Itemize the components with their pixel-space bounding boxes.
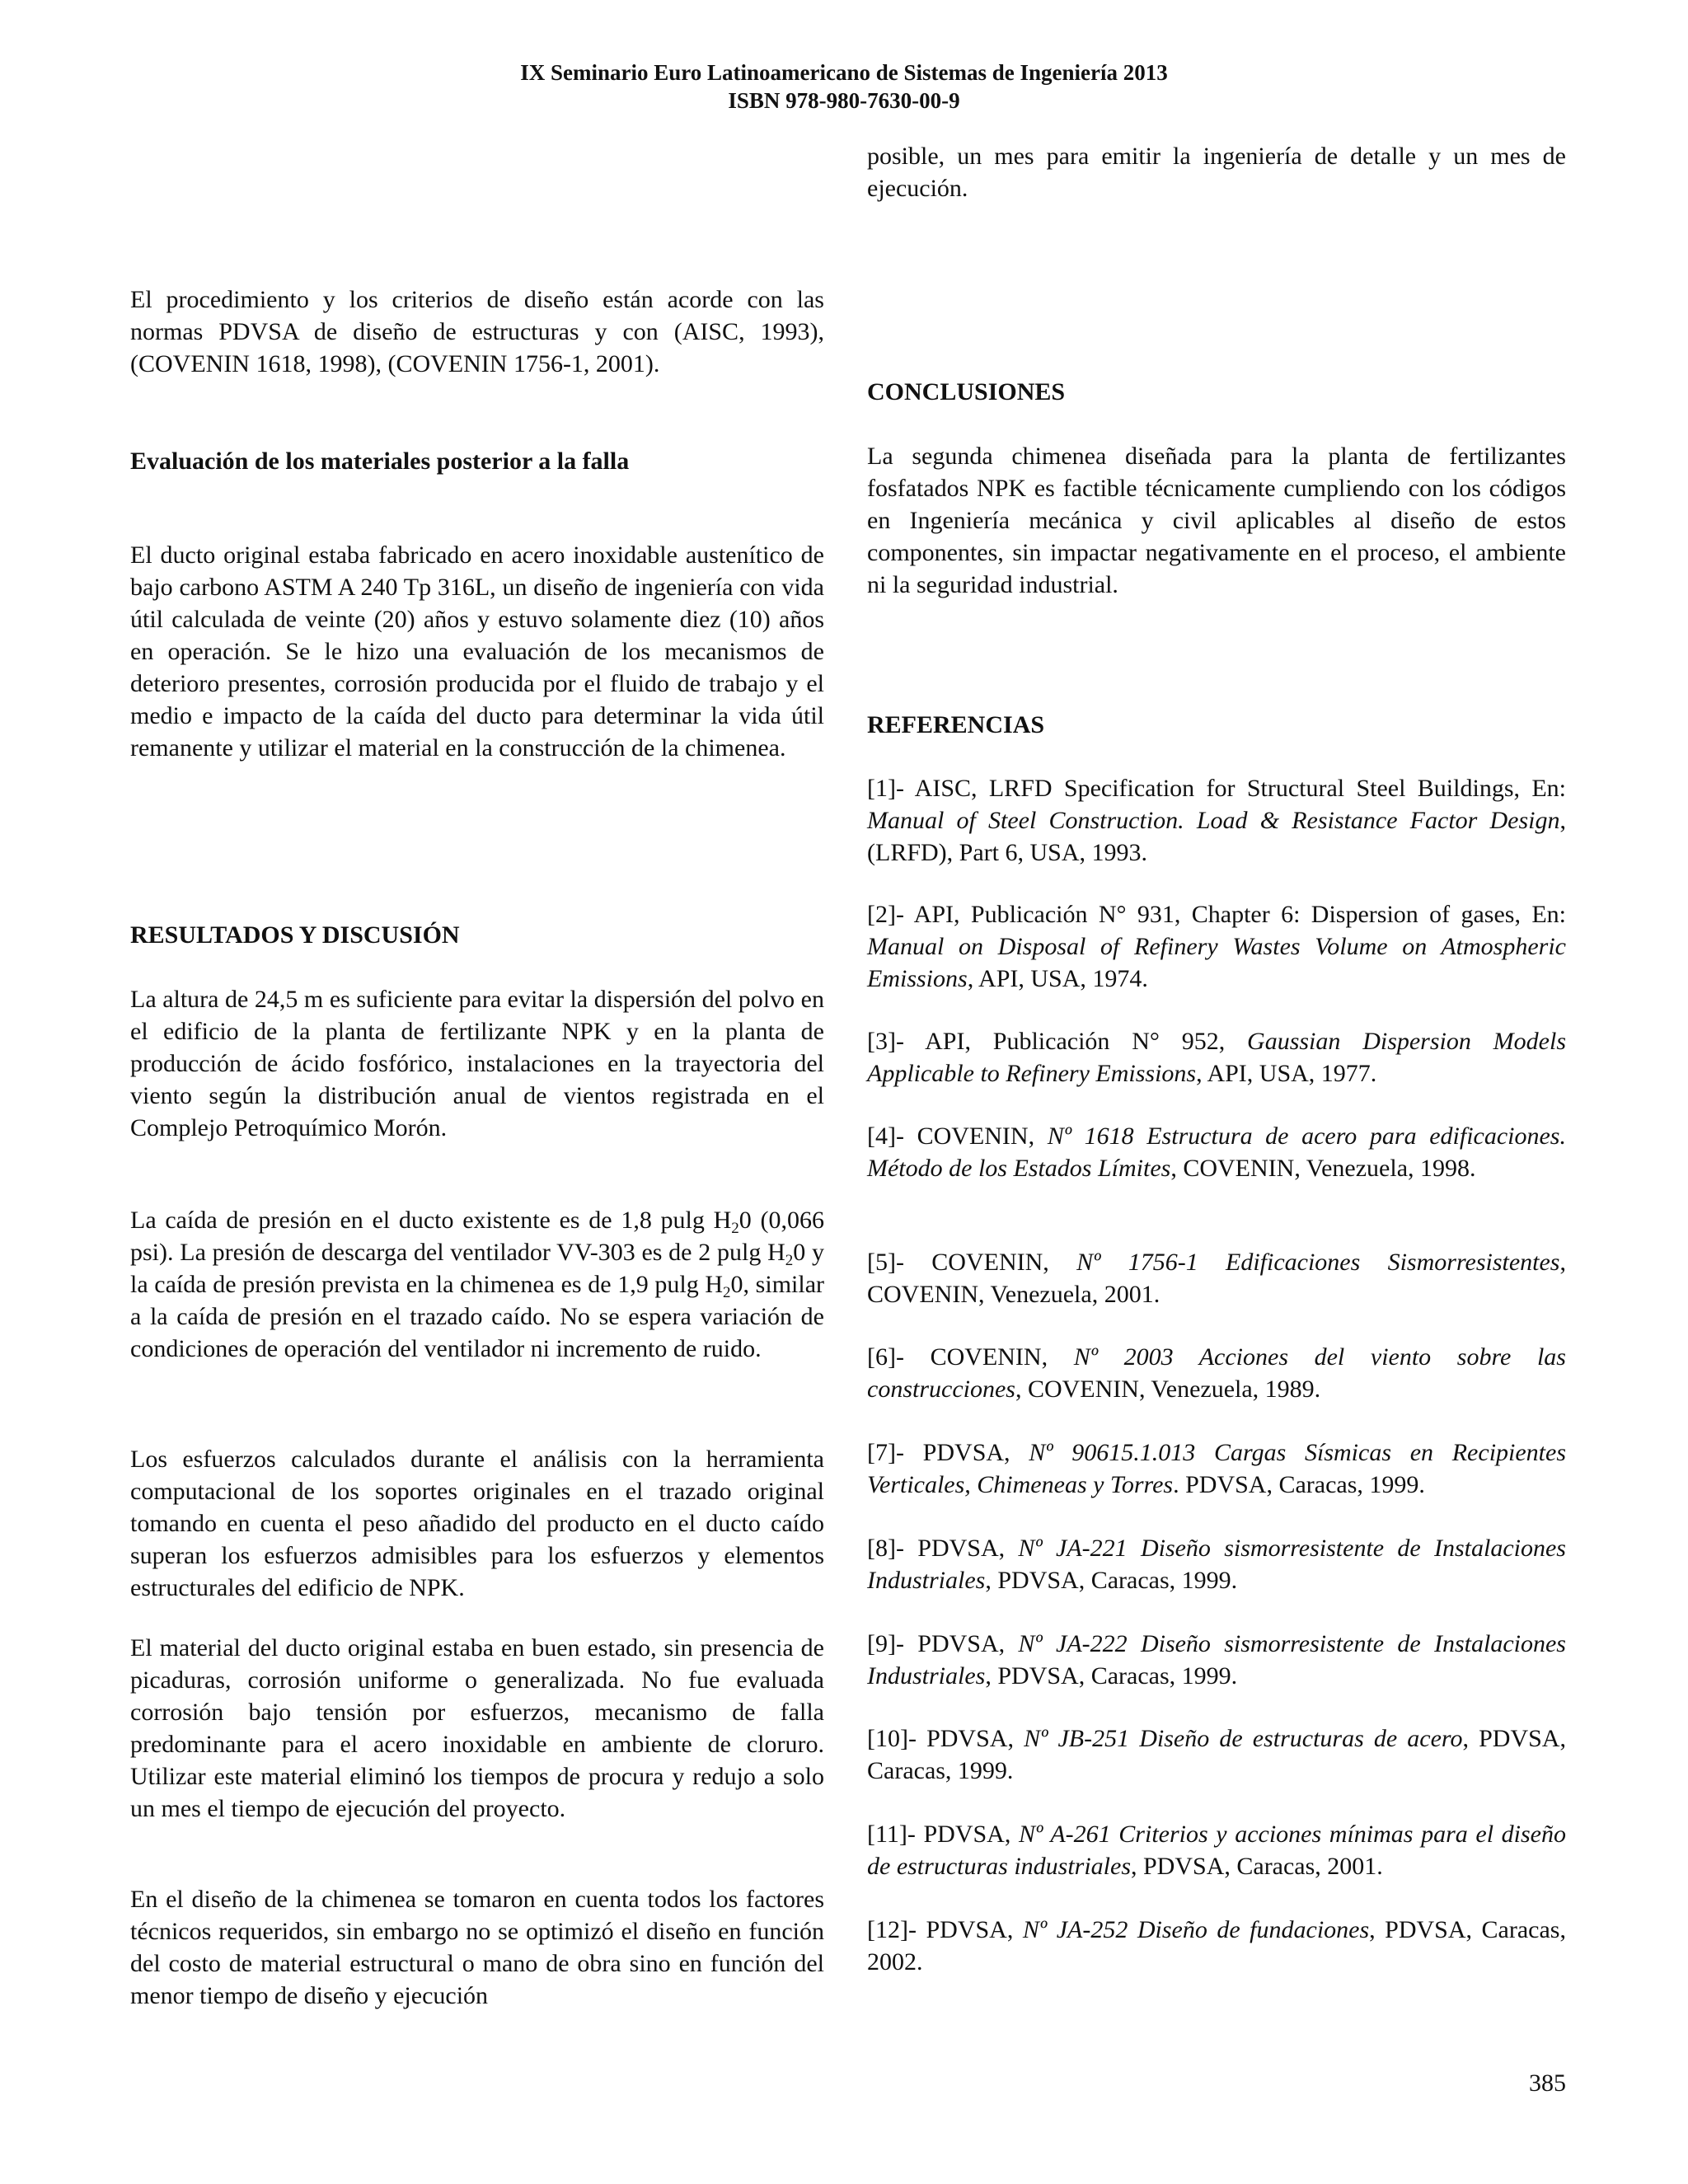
pressure-text-c: 0 y la caída de presión prevista en la chimenea es de 1,9 pulg H	[130, 1239, 824, 1298]
paragraph-results-stress: Los esfuerzos calculados durante el análisis con la herramienta computacional de los soportes originales en el trazado original tomando en cuenta el peso añadido del producto en el ducto caído superan los esfuerzos admisibles para los esfuerzos y elementos estructurales del edificio de NPK.	[130, 1446, 824, 1601]
reference-item: [9]- PDVSA, Nº JA-222 Diseño sismorresistente de Instalaciones Industriales, PDVSA, Caracas, 1999.	[867, 1630, 1566, 1690]
reference-item: [1]- AISC, LRFD Specification for Structural Steel Buildings, En: Manual of Steel Construction. Load & Resistance Factor Design, (LRFD), Part 6, USA, 1993.	[867, 775, 1566, 866]
heading-references: REFERENCIAS	[867, 711, 1045, 738]
pressure-text-b: 0 (0,066 psi). La presión de descarga del ventilador VV-303 es de 2 pulg H	[130, 1207, 824, 1266]
paragraph-results-design: En el diseño de la chimenea se tomaron en cuenta todos los factores técnicos requeridos, sin embargo no se optimizó el diseño en función del costo de material estructural o mano de obra sino en función del menor tiempo de diseño y ejecución	[130, 1886, 824, 2009]
reference-item: [12]- PDVSA, Nº JA-252 Diseño de fundaciones, PDVSA, Caracas, 2002.	[867, 1916, 1566, 1975]
header-title: IX Seminario Euro Latinoamericano de Sistemas de Ingeniería 2013	[520, 60, 1168, 85]
reference-item: [7]- PDVSA, Nº 90615.1.013 Cargas Sísmicas en Recipientes Verticales, Chimeneas y Torres. PDVSA, Caracas, 1999.	[867, 1439, 1567, 1498]
paragraph-results-height: La altura de 24,5 m es suficiente para evitar la dispersión del polvo en el edificio de la planta de fertilizante NPK y en la planta de producción de ácido fosfórico, instalaciones en la trayectoria del viento según la distribución anual de vientos registrada en el Complejo Petroquímico Morón.	[130, 986, 824, 1141]
reference-item: [8]- PDVSA, Nº JA-221 Diseño sismorresistente de Instalaciones Industriales, PDVSA, Caracas, 1999.	[867, 1535, 1566, 1594]
paragraph-conclusions: La segunda chimenea diseñada para la planta de fertilizantes fosfatados NPK es factible técnicamente cumpliendo con los códigos en Ingeniería mecánica y civil aplicables al diseño de estos componentes, sin impactar negativamente en el proceso, el ambiente ni la seguridad industrial.	[867, 443, 1566, 598]
reference-item: [5]- COVENIN, Nº 1756-1 Edificaciones Sismorresistentes, COVENIN, Venezuela, 2001.	[867, 1249, 1566, 1308]
heading-results: RESULTADOS Y DISCUSIÓN	[130, 921, 460, 949]
paragraph-material-evaluation: El ducto original estaba fabricado en acero inoxidable austenítico de bajo carbono ASTM A 240 Tp 316L, un diseño de ingeniería con vida útil calculada de veinte (20) años y estuvo solamente diez (10) años en operación. Se le hizo una evaluación de los mecanismos de deterioro presentes, corrosión producida por el fluido de trabajo y el medio e impacto de la caída del ducto para determinar la vida útil remanente y utilizar el material en la construcción de la chimenea.	[130, 541, 824, 762]
header-isbn: ISBN 978-980-7630-00-9	[728, 88, 960, 113]
paragraph-results-pressure	[130, 1204, 824, 1365]
paragraph-design-criteria: El procedimiento y los criterios de diseño están acorde con las normas PDVSA de diseño de estructuras y con (AISC, 1993), (COVENIN 1618, 1998), (COVENIN 1756-1, 2001).	[130, 286, 824, 377]
reference-item: [3]- API, Publicación N° 952, Gaussian Dispersion Models Applicable to Refinery Emissions, API, USA, 1977.	[867, 1028, 1567, 1087]
heading-conclusions: CONCLUSIONES	[867, 378, 1066, 405]
paragraph-continuation: posible, un mes para emitir la ingeniería de detalle y un mes de ejecución.	[867, 143, 1566, 202]
heading-material-evaluation: Evaluación de los materiales posterior a la falla	[130, 448, 630, 475]
reference-item: [6]- COVENIN, Nº 2003 Acciones del viento sobre las construcciones, COVENIN, Venezuela, 1989.	[867, 1343, 1566, 1403]
reference-item: [4]- COVENIN, Nº 1618 Estructura de acero para edificaciones. Método de los Estados Límites, COVENIN, Venezuela, 1998.	[867, 1122, 1566, 1182]
reference-item: [11]- PDVSA, Nº A-261 Criterios y acciones mínimas para el diseño de estructuras industriales, PDVSA, Caracas, 2001.	[867, 1821, 1566, 1880]
subscript-2: 2	[785, 1252, 794, 1269]
pressure-text-a: La caída de presión en el ducto existente es de 1,8 pulg H	[130, 1207, 732, 1234]
page-number: 385	[1529, 2069, 1566, 2097]
reference-item: [10]- PDVSA, Nº JB-251 Diseño de estructuras de acero, PDVSA, Caracas, 1999.	[867, 1725, 1566, 1784]
paragraph-results-material: El material del ducto original estaba en buen estado, sin presencia de picaduras, corrosión uniforme o generalizada. No fue evaluada corrosión bajo tensión por esfuerzos, mecanismo de falla predominante para el acero inoxidable en ambiente de cloruro. Utilizar este material eliminó los tiempos de procura y redujo a solo un mes el tiempo de ejecución del proyecto.	[130, 1634, 824, 1822]
pressure-text-d: 0, similar a la caída de presión en el trazado caído. No se espera variación de condiciones de operación del ventilador ni incremento de ruido.	[130, 1271, 825, 1362]
subscript-2: 2	[731, 1220, 739, 1237]
reference-item: [2]- API, Publicación N° 931, Chapter 6: Dispersion of gases, En: Manual on Disposal of Refinery Wastes Volume on Atmospheric Emissions, API, USA, 1974.	[867, 901, 1566, 992]
subscript-2: 2	[723, 1284, 731, 1301]
